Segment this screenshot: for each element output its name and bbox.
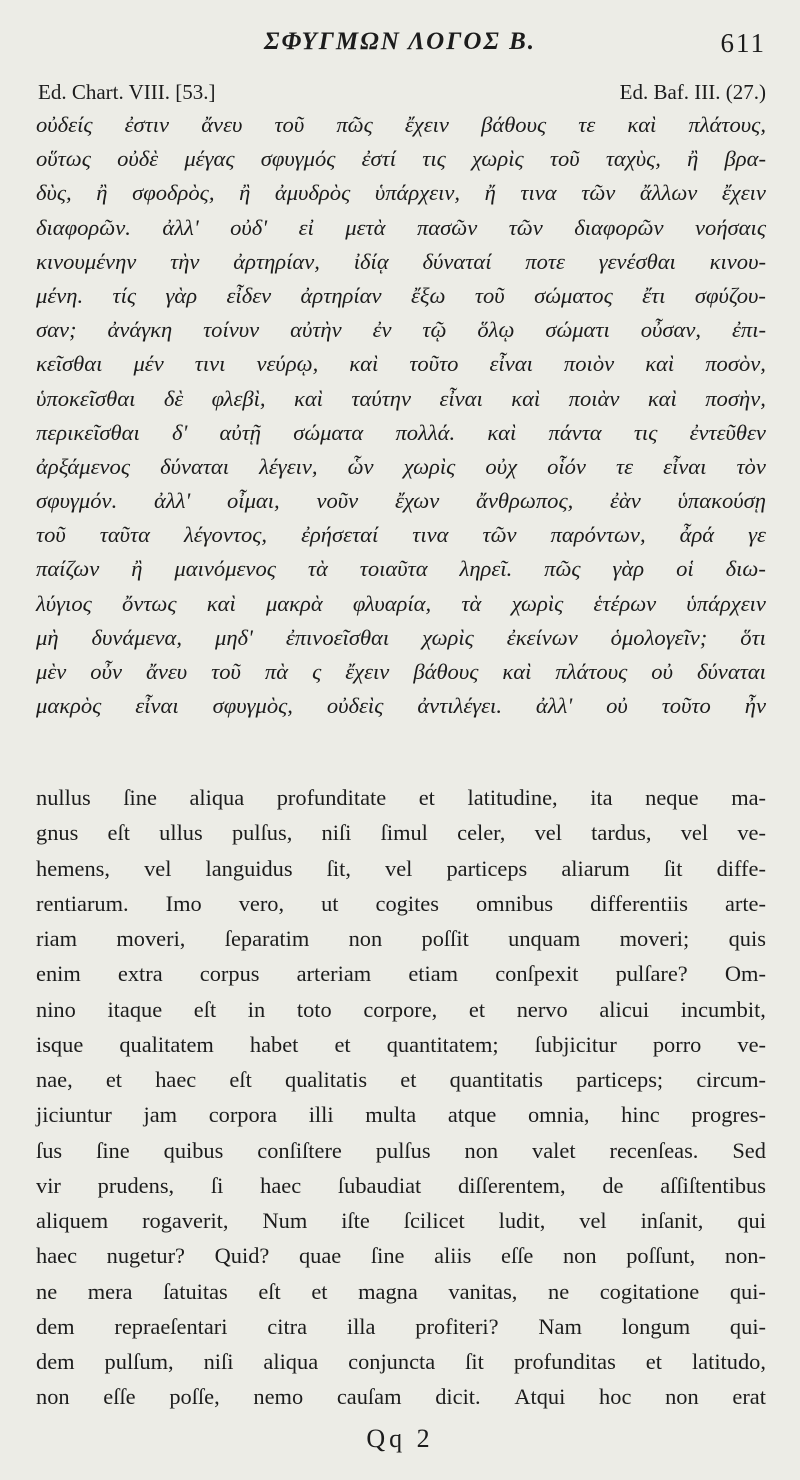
latin-line: dem pulſum, niſi aliqua conjuncta ſit profunditas et latitudo, [36, 1349, 766, 1374]
latin-line: dem repraeſentari citra illa profiteri? Nam longum qui- [36, 1313, 766, 1339]
latin-line: ſus ſine quibus conſiſtere pulſus non valet recenſeas. Sed [36, 1137, 766, 1163]
latin-line: non eſſe poſſe, nemo cauſam dicit. Atqui hoc non erat [36, 1384, 766, 1410]
latin-line: nino itaque eſt in toto corpore, et nervo alicui incumbit, [36, 996, 766, 1022]
greek-line: λύγιος ὄντως καὶ μακρὰ φλυαρία, τὰ χωρὶς ἑτέρων ὑπάρχειν [36, 590, 766, 616]
edition-ref-chartier: Ed. Chart. VIII. [53.] [38, 80, 216, 104]
latin-line: nae, et haec eſt qualitatis et quantitatis particeps; circum- [36, 1067, 766, 1092]
latin-line: jiciuntur jam corpora illi multa atque omnia, hinc progres- [36, 1102, 766, 1128]
latin-line: isque qualitatem habet et quantitatem; ſubjicitur porro ve- [36, 1031, 766, 1057]
greek-line: δὺς, ἢ σφοδρὸς, ἢ ἀμυδρὸς ὑπάρχειν, ἤ τινα τῶν ἄλλων ἔχειν [36, 180, 766, 206]
edition-ref-basel: Ed. Baf. III. (27.) [619, 80, 766, 104]
greek-line: περικεῖσθαι δ' αὐτῇ σώματα πολλά. καὶ πάντα τις ἐντεῦθεν [36, 419, 766, 445]
greek-line: μένη. τίς γὰρ εἶδεν ἀρτηρίαν ἔξω τοῦ σώματος ἔτι σφύζου- [36, 282, 766, 308]
greek-line: οὕτως οὐδὲ μέγας σφυγμός ἐστί τις χωρὶς τοῦ ταχὺς, ἢ βρα- [36, 146, 766, 172]
greek-line: μὴ δυνάμενα, μηδ' ἐπινοεῖσθαι χωρὶς ἐκείνων ὁμολογεῖν; ὅτι [36, 624, 766, 650]
latin-line: rentiarum. Imo vero, ut cogites omnibus differentiis arte- [36, 890, 766, 916]
greek-line: τοῦ ταῦτα λέγοντος, ἐρήσεταί τινα τῶν παρόντων, ἆρά γε [36, 522, 766, 548]
latin-line: enim extra corpus arteriam etiam conſpexit pulſare? Om- [36, 961, 766, 987]
latin-line: hemens, vel languidus ſit, vel particeps aliarum ſit diffe- [36, 855, 766, 881]
greek-line: ἀρξάμενος δύναται λέγειν, ὧν χωρὶς οὐχ οἷόν τε εἶναι τὸν [36, 453, 766, 479]
running-head [0, 26, 800, 62]
greek-line: μακρὸς εἶναι σφυγμὸς, οὐδεὶς ἀντιλέγει. ἀλλ' οὐ τοῦτο ἦν [36, 693, 766, 719]
latin-line: aliquem rogaverit, Num iſte ſcilicet ludit, vel inſanit, qui [36, 1208, 766, 1233]
latin-line: haec nugetur? Quid? quae ſine aliis eſſe non poſſunt, non- [36, 1243, 766, 1269]
greek-text-block [36, 108, 766, 723]
greek-line: μὲν οὖν ἄνευ τοῦ πὰ ς ἔχειν βάθους καὶ πλάτους οὐ δύναται [36, 659, 766, 684]
latin-line: nullus ſine aliqua profunditate et latitudine, ita neque ma- [36, 785, 766, 810]
greek-line: κινουμένην τὴν ἀρτηρίαν, ἰδίᾳ δύναταί ποτε γενέσθαι κινου- [36, 248, 766, 274]
greek-line: σαν; ἀνάγκη τοίνυν αὐτὴν ἐν τῷ ὅλῳ σώματι οὖσαν, ἐπι- [36, 317, 766, 343]
edition-references [38, 80, 766, 110]
greek-line: οὐδείς ἐστιν ἄνευ τοῦ πῶς ἔχειν βάθους τε καὶ πλάτους, [36, 112, 766, 137]
latin-line: riam moveri, ſeparatim non poſſit unquam moveri; quis [36, 926, 766, 951]
greek-line: κεῖσθαι μέν τινι νεύρῳ, καὶ τοῦτο εἶναι ποιὸν καὶ ποσὸν, [36, 351, 766, 377]
greek-line: παίζων ἢ μαινόμενος τὰ τοιαῦτα ληρεῖ. πῶς γὰρ οἱ διω- [36, 556, 766, 582]
latin-line: vir prudens, ſi haec ſubaudiat diſſerentem, de aſſiſtentibus [36, 1172, 766, 1198]
signature-mark: Qq 2 [366, 1424, 434, 1453]
greek-line: ὑποκεῖσθαι δὲ φλεβὶ, καὶ ταύτην εἶναι καὶ ποιὰν καὶ ποσὴν, [36, 385, 766, 411]
running-title: ΣΦΥΓΜΩΝ ΛΟΓΟΣ Β. [263, 28, 537, 55]
greek-line: σφυγμόν. ἀλλ' οἶμαι, νοῦν ἔχων ἄνθρωπος, ἐὰν ὑπακούσῃ [36, 488, 766, 514]
greek-line: διαφορῶν. ἀλλ' οὐδ' εἰ μετὰ πασῶν τῶν διαφορῶν νοήσαις [36, 214, 766, 240]
page-number: 611 [720, 28, 766, 58]
latin-text-block [36, 780, 766, 1415]
latin-line: ne mera ſatuitas eſt et magna vanitas, ne cogitatione qui- [36, 1278, 766, 1304]
latin-line: gnus eſt ullus pulſus, niſi ſimul celer, vel tardus, vel ve- [36, 820, 766, 846]
